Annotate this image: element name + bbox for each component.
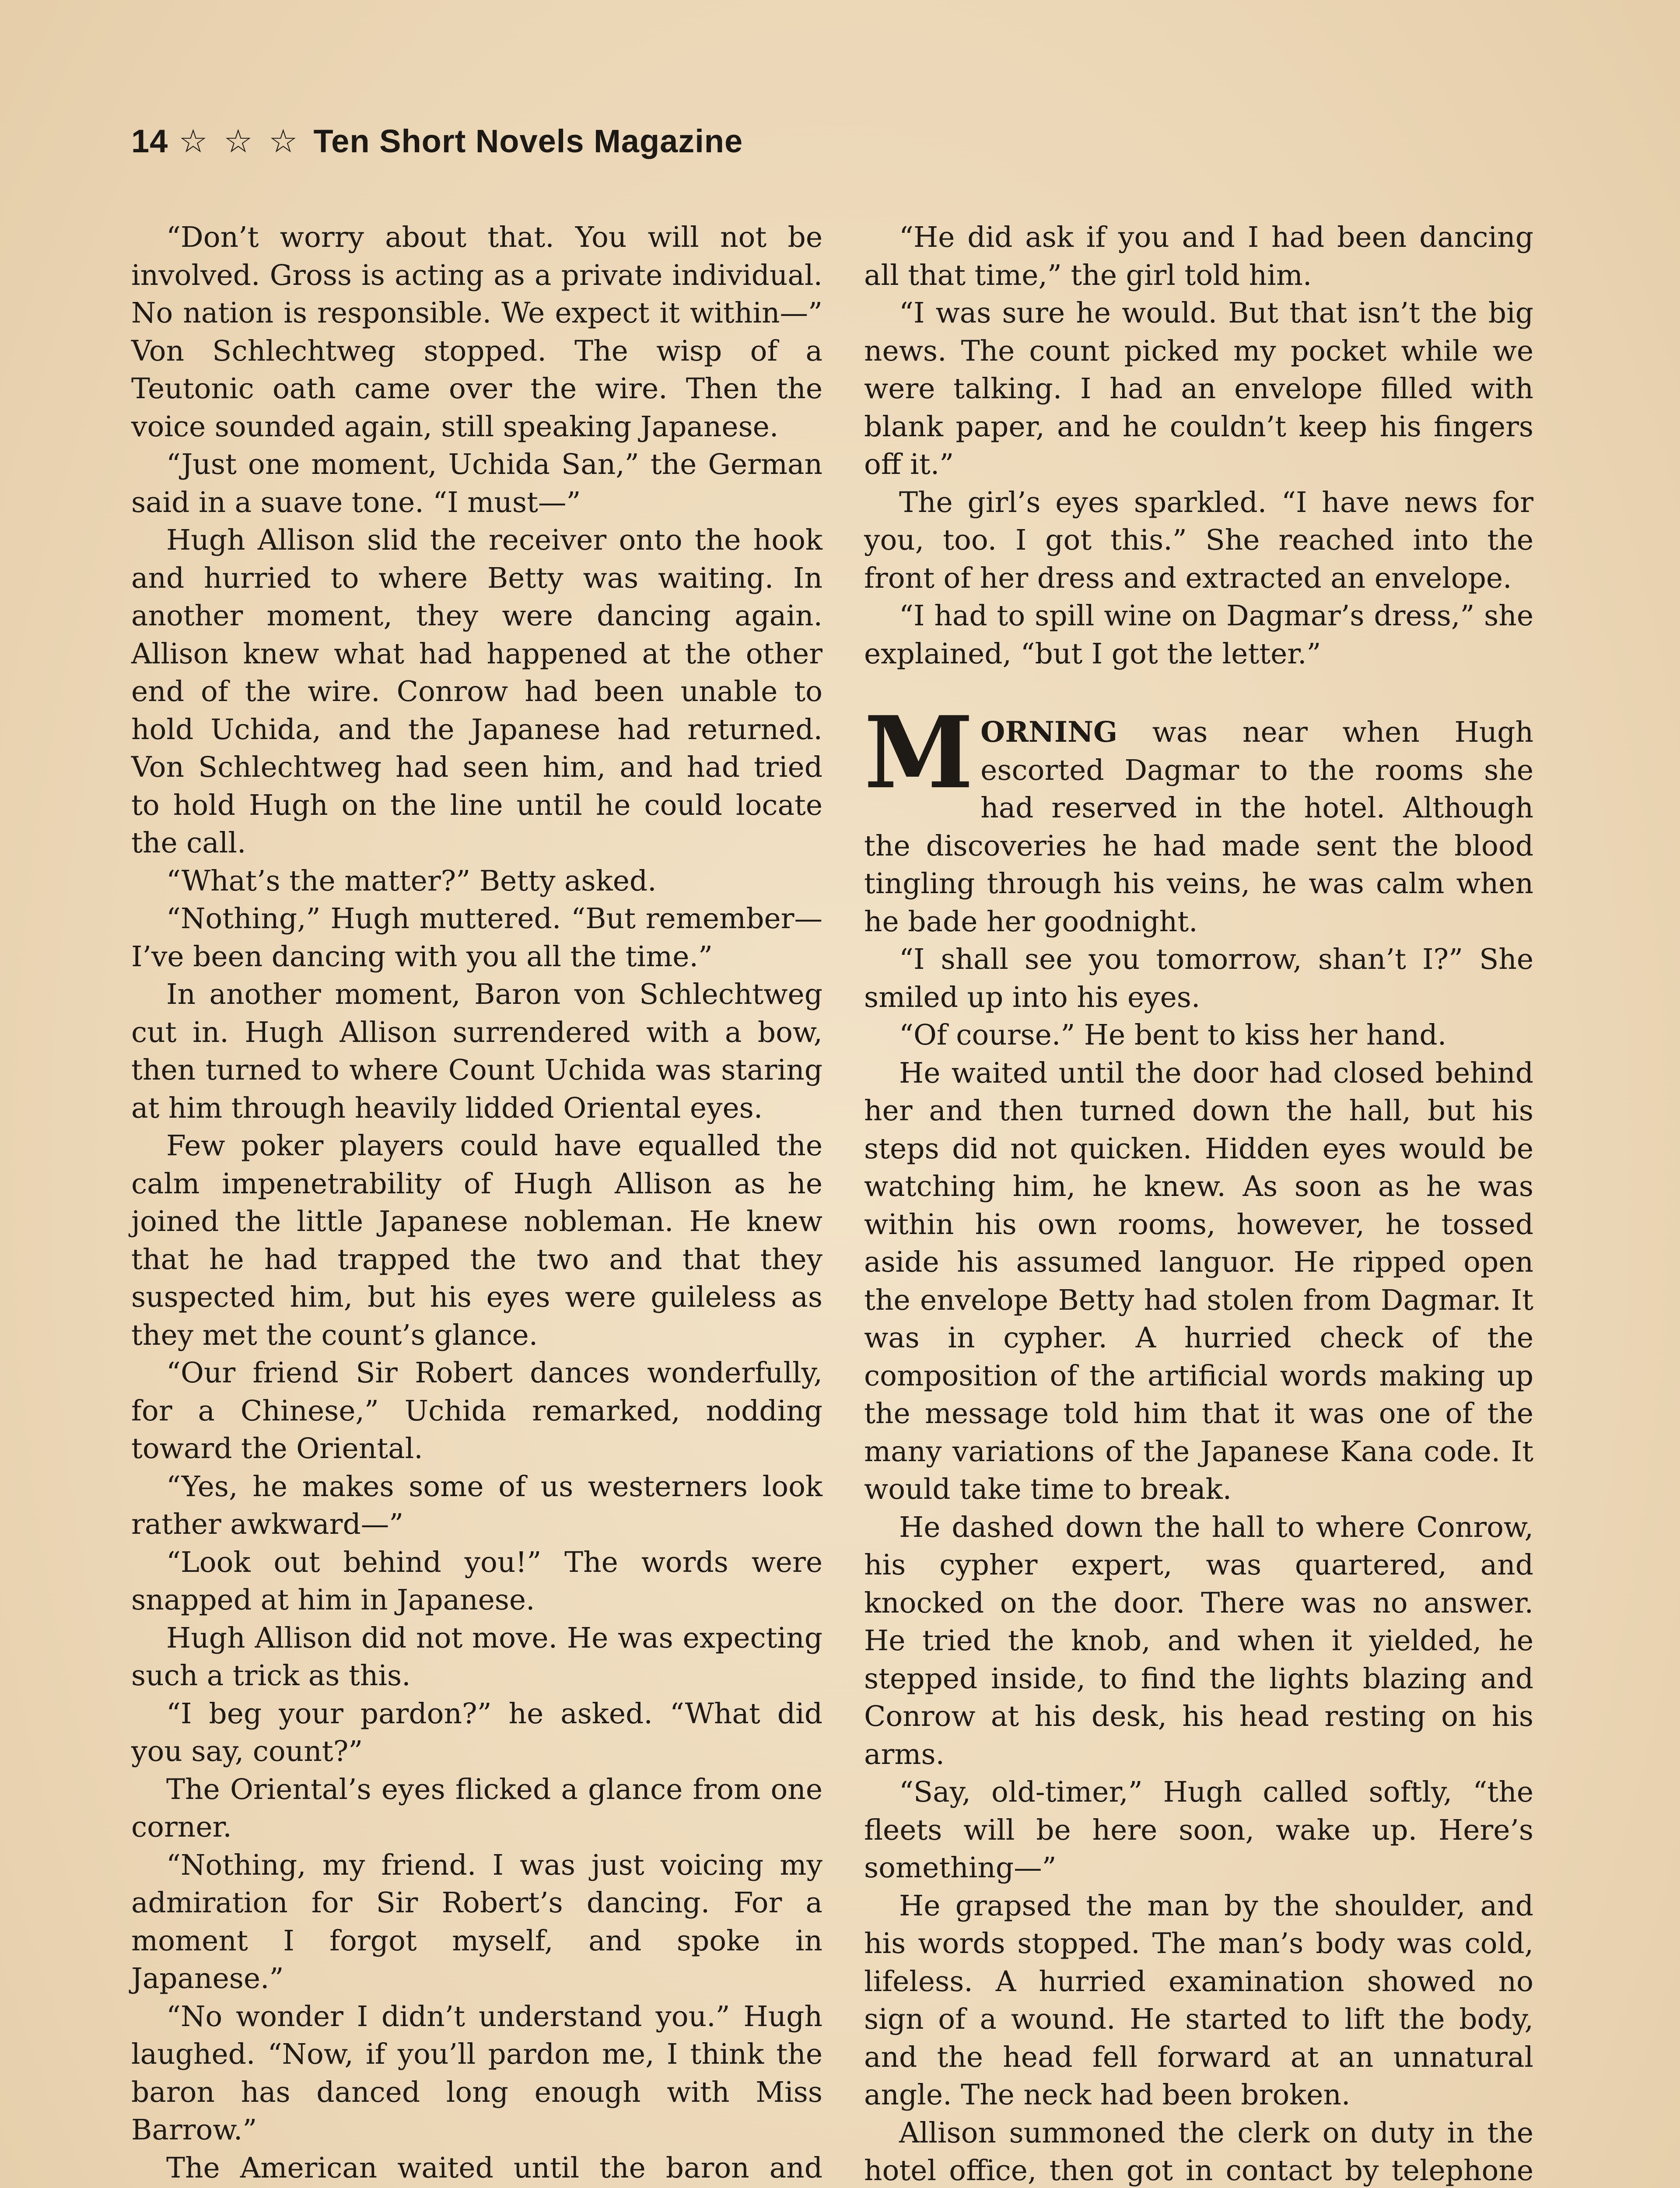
paragraph: “What’s the matter?” Betty asked. <box>166 864 657 898</box>
paragraph: “I beg your pardon?” he asked. “What did you say, count?” <box>131 1697 822 1768</box>
paragraph: He waited until the door had closed behind her and then turned down the hall, but his steps did not quicken. Hidden eyes would be watching him, he knew. As soon as he was within his own rooms, however, he tossed aside his assumed languor. He ripped open the envelope Betty had stolen from Dagmar. It was in cypher. A hurried check of the composition of the artificial words making up the message told him that it was one of the many variations of the Japanese Kana code. It would take time to break. <box>864 1056 1533 1506</box>
paragraph: “Yes, he makes some of us westerners look rather awkward—” <box>131 1470 822 1541</box>
paragraph: “Don’t worry about that. You will not be involved. Gross is acting as a private individual. No nation is responsible. We expect it within—” Von Schlechtweg stopped. The wisp of a Teutonic oath came over the wire. Then the voice sounded again, still speaking Japanese. <box>131 221 822 443</box>
drop-cap-letter: M <box>864 695 974 811</box>
paragraph: “I was sure he would. But that isn’t the big news. The count picked my pocket while we were talking. I had an envelope filled with blank paper, and he couldn’t keep his fingers off it.” <box>864 297 1533 481</box>
star-ornaments: ☆ ☆ ☆ <box>178 123 301 159</box>
paragraph: “I had to spill wine on Dagmar’s dress,” she explained, “but I got the letter.” <box>864 600 1533 670</box>
drop-cap-paragraph-text: was near when Hugh escorted Dagmar to the rooms she had reserved in the hotel. Although the discoveries he had made sent the blood tingling through his veins, he was calm when he bade her goodnight. <box>864 716 1533 938</box>
drop-cap-lead-word: ORNING <box>980 715 1118 749</box>
paragraph: “Of course.” He bent to kiss her hand. <box>899 1019 1447 1052</box>
paragraph: “No wonder I didn’t understand you.” Hugh laughed. “Now, if you’ll pardon me, I think the baron has danced long enough with Miss Barrow.” <box>131 2000 822 2146</box>
right-column <box>864 219 1533 2188</box>
paragraph: The American waited until the baron and <box>166 2151 822 2184</box>
running-header <box>131 123 743 160</box>
paragraph: In another moment, Baron von Schlechtweg cut in. Hugh Allison surrendered with a bow, then turned to where Count Uchida was staring at him through heavily lidded Oriental eyes. <box>131 978 822 1125</box>
paragraph: “He did ask if you and I had been dancing all that time,” the girl told him. <box>864 221 1533 292</box>
paragraph: “Nothing, my friend. I was just voicing my admiration for Sir Robert’s dancing. For a moment I forgot myself, and spoke in Japanese.” <box>131 1848 822 1995</box>
left-column <box>131 219 822 2188</box>
paragraph: The Oriental’s eyes flicked a glance from one corner. <box>131 1773 822 1844</box>
paragraph: Hugh Allison slid the receiver onto the hook and hurried to where Betty was waiting. In another moment, they were dancing again. Allison knew what had happened at the other end of the wire. Conrow had been unable to hold Uchida, and the Japanese had returned. Von Schlechtweg had seen him, and had tried to hold Hugh on the line until he could locate the call. <box>131 524 822 859</box>
page-number: 14 <box>131 123 168 159</box>
paragraph: Allison summoned the clerk on duty in the hotel office, then got in contact by telephone <box>864 2116 1533 2187</box>
paragraph: “Just one moment, Uchida San,” the German said in a suave tone. “I must—” <box>131 448 822 519</box>
paragraph: He dashed down the hall to where Conrow, his cypher expert, was quartered, and knocked on the door. There was no answer. He tried the knob, and when it yielded, he stepped inside, to find the lights blazing and Conrow at his desk, his head resting on his arms. <box>864 1511 1533 1771</box>
paragraph: Few poker players could have equalled the calm impenetrability of Hugh Allison as he joined the little Japanese nobleman. He knew that he had trapped the two and that they suspected him, but his eyes were guileless as they met the count’s glance. <box>131 1129 822 1352</box>
paragraph: “Our friend Sir Robert dances wonderfully, for a Chinese,” Uchida remarked, nodding toward the Oriental. <box>131 1357 822 1465</box>
paragraph: “Say, old-timer,” Hugh called softly, “the fleets will be here soon, wake up. Here’s something—” <box>864 1776 1533 1884</box>
section-opening-paragraph <box>864 695 1533 941</box>
paragraph: He grapsed the man by the shoulder, and his words stopped. The man’s body was cold, lifeless. A hurried examination showed no sign of a wound. He started to lift the body, and the head fell forward at an unnatural angle. The neck had been broken. <box>864 1889 1533 2111</box>
paragraph: Hugh Allison did not move. He was expecting such a trick as this. <box>131 1621 822 1692</box>
paragraph: The girl’s eyes sparkled. “I have news for you, too. I got this.” She reached into the front of her dress and extracted an envelope. <box>864 486 1533 595</box>
magazine-title: Ten Short Novels Magazine <box>313 123 743 159</box>
paragraph: “Nothing,” Hugh muttered. “But remember—I’ve been dancing with you all the time.” <box>131 902 822 973</box>
paragraph: “I shall see you tomorrow, shan’t I?” She smiled up into his eyes. <box>864 943 1533 1014</box>
paragraph: “Look out behind you!” The words were snapped at him in Japanese. <box>131 1546 822 1616</box>
